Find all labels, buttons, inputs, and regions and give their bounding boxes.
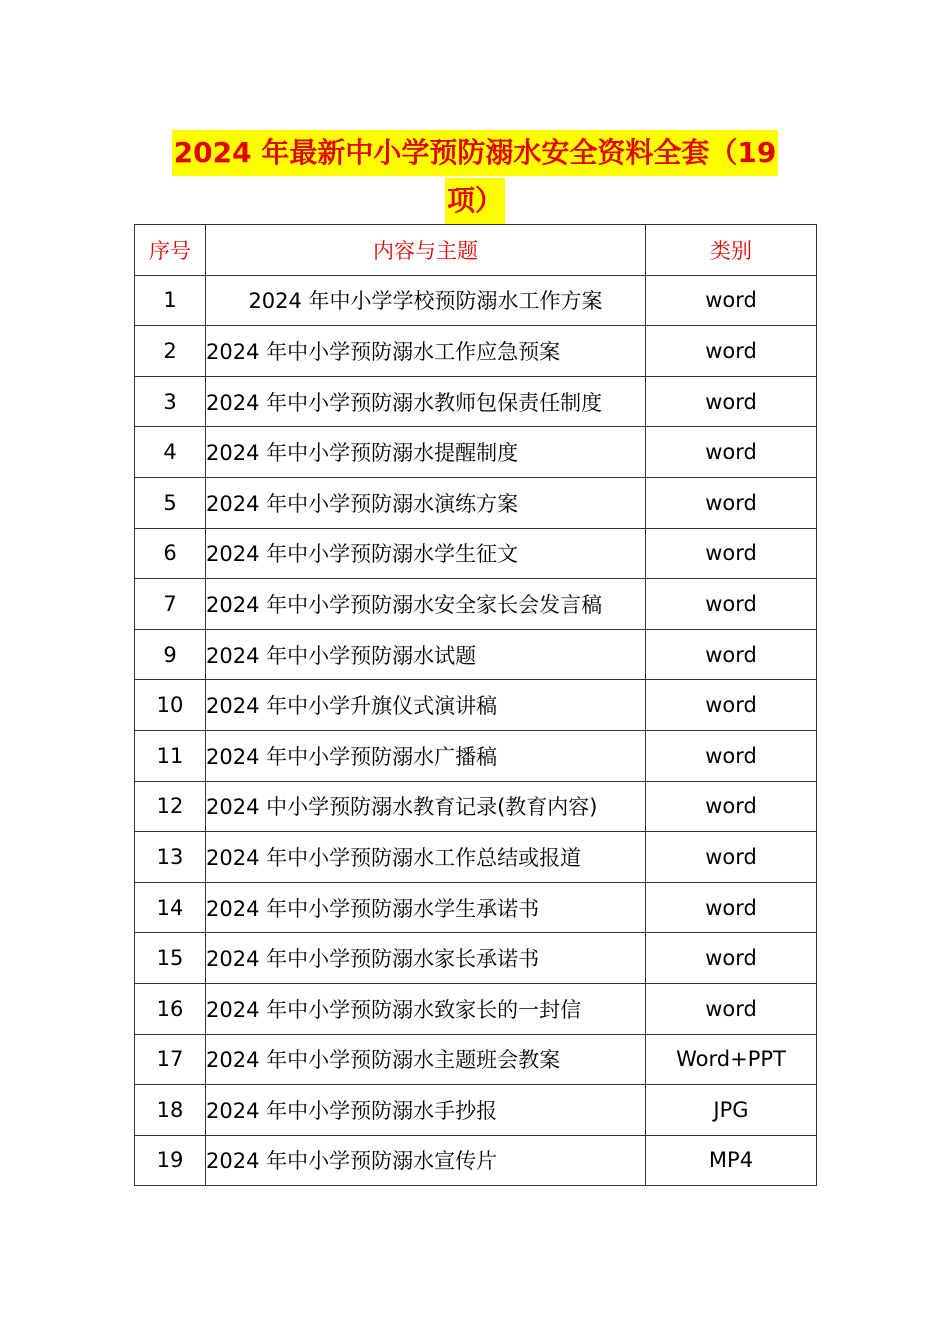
row-topic: 2024 年中小学预防溺水提醒制度 <box>206 427 646 478</box>
row-number: 14 <box>135 882 206 933</box>
row-type: word <box>646 579 817 630</box>
row-number: 15 <box>135 933 206 984</box>
row-number: 6 <box>135 528 206 579</box>
row-topic: 2024 年中小学预防溺水主题班会教案 <box>206 1034 646 1085</box>
row-number: 4 <box>135 427 206 478</box>
row-number: 16 <box>135 983 206 1034</box>
materials-table <box>134 224 817 1186</box>
row-number: 1 <box>135 275 206 326</box>
row-topic: 2024 年中小学预防溺水宣传片 <box>206 1135 646 1186</box>
row-topic: 2024 年中小学预防溺水演练方案 <box>206 477 646 528</box>
row-type: word <box>646 326 817 377</box>
table-row <box>135 1034 817 1085</box>
row-type: word <box>646 832 817 883</box>
row-topic: 2024 年中小学预防溺水试题 <box>206 629 646 680</box>
table-row <box>135 629 817 680</box>
row-topic: 2024 年中小学学校预防溺水工作方案 <box>206 275 646 326</box>
document-title <box>0 130 950 224</box>
row-type: MP4 <box>646 1135 817 1186</box>
title-line-1: 2024 年最新中小学预防溺水安全资料全套（19 <box>172 130 779 176</box>
row-type: word <box>646 376 817 427</box>
row-number: 19 <box>135 1135 206 1186</box>
row-topic: 2024 年中小学预防溺水工作应急预案 <box>206 326 646 377</box>
table-body <box>135 275 817 1186</box>
table-row <box>135 730 817 781</box>
table-row <box>135 427 817 478</box>
row-type: word <box>646 882 817 933</box>
row-number: 5 <box>135 477 206 528</box>
table-row <box>135 528 817 579</box>
table-row <box>135 680 817 731</box>
table-row <box>135 477 817 528</box>
row-topic: 2024 年中小学预防溺水学生承诺书 <box>206 882 646 933</box>
row-topic: 2024 年中小学升旗仪式演讲稿 <box>206 680 646 731</box>
row-topic: 2024 年中小学预防溺水致家长的一封信 <box>206 983 646 1034</box>
row-type: word <box>646 781 817 832</box>
table-row <box>135 275 817 326</box>
row-number: 13 <box>135 832 206 883</box>
table-row <box>135 781 817 832</box>
table-row <box>135 376 817 427</box>
row-type: JPG <box>646 1085 817 1136</box>
row-type: word <box>646 427 817 478</box>
row-topic: 2024 年中小学预防溺水安全家长会发言稿 <box>206 579 646 630</box>
row-type: word <box>646 983 817 1034</box>
row-number: 11 <box>135 730 206 781</box>
row-type: word <box>646 730 817 781</box>
table-row <box>135 326 817 377</box>
row-type: word <box>646 933 817 984</box>
row-topic: 2024 年中小学预防溺水工作总结或报道 <box>206 832 646 883</box>
table-row <box>135 933 817 984</box>
row-type: Word+PPT <box>646 1034 817 1085</box>
table-row <box>135 579 817 630</box>
row-number: 10 <box>135 680 206 731</box>
table-row <box>135 882 817 933</box>
row-number: 12 <box>135 781 206 832</box>
row-type: word <box>646 477 817 528</box>
row-topic: 2024 年中小学预防溺水学生征文 <box>206 528 646 579</box>
row-number: 9 <box>135 629 206 680</box>
row-topic: 2024 年中小学预防溺水广播稿 <box>206 730 646 781</box>
row-number: 18 <box>135 1085 206 1136</box>
header-type: 类别 <box>646 225 817 276</box>
row-type: word <box>646 528 817 579</box>
row-topic: 2024 年中小学预防溺水家长承诺书 <box>206 933 646 984</box>
header-number: 序号 <box>135 225 206 276</box>
row-type: word <box>646 680 817 731</box>
title-line-2: 项） <box>445 178 505 224</box>
row-topic: 2024 年中小学预防溺水手抄报 <box>206 1085 646 1136</box>
table-row <box>135 1085 817 1136</box>
table-row <box>135 983 817 1034</box>
row-number: 3 <box>135 376 206 427</box>
row-number: 2 <box>135 326 206 377</box>
table-row <box>135 832 817 883</box>
table-header-row <box>135 225 817 276</box>
row-type: word <box>646 629 817 680</box>
row-topic: 2024 年中小学预防溺水教师包保责任制度 <box>206 376 646 427</box>
table-row <box>135 1135 817 1186</box>
header-topic: 内容与主题 <box>206 225 646 276</box>
row-topic: 2024 中小学预防溺水教育记录(教育内容) <box>206 781 646 832</box>
row-number: 7 <box>135 579 206 630</box>
row-number: 17 <box>135 1034 206 1085</box>
row-type: word <box>646 275 817 326</box>
